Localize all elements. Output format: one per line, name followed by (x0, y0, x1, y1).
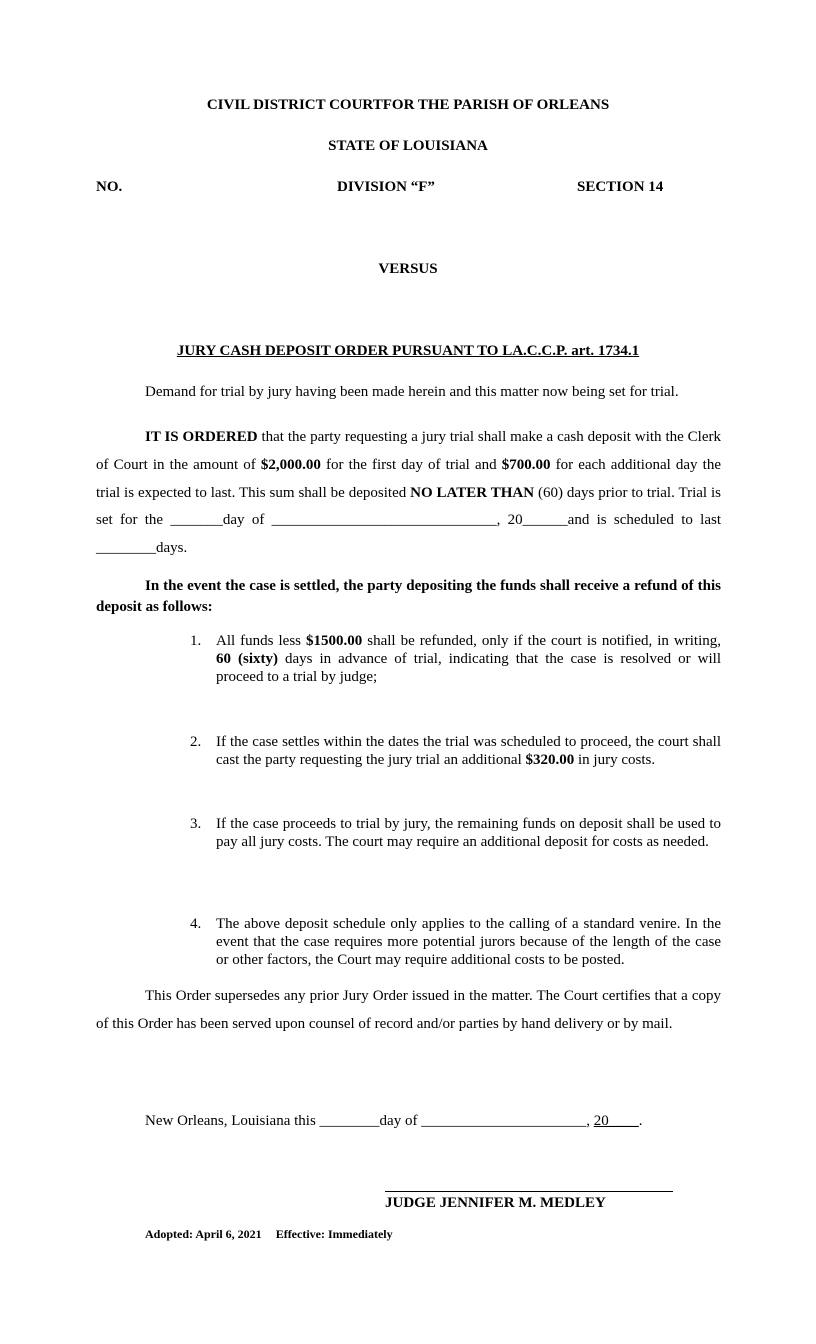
list-item: 4. The above deposit schedule only applies to the calling of a standard venire. In the event that the case requires more potential jurors because of the length of the case or other factors, the Court may require additional costs to be posted. (190, 916, 721, 968)
refund-heading: In the event the case is settled, the party depositing the funds shall receive a refund of this deposit as follows: (96, 578, 721, 615)
list-item: 1. All funds less $1500.00 shall be refunded, only if the court is notified, in writing, 60 (sixty) days in advance of trial, indicating that the case is resolved or will proceed to a trial by judge; (190, 633, 721, 685)
section-label: SECTION 14 (577, 179, 664, 195)
list-item: 2. If the case settles within the dates the trial was scheduled to proceed, the court shall cast the party requesting the jury trial an additional $320.00 in jury costs. (190, 734, 721, 768)
judge-name: JUDGE JENNIFER M. MEDLEY (385, 1195, 606, 1211)
signature-line (385, 1191, 673, 1192)
list-item: 3. If the case proceeds to trial by jury, the remaining funds on deposit shall be used to pay all jury costs. The court may require an additional deposit for costs as needed. (190, 816, 721, 850)
order-paragraph: IT IS ORDERED that the party requesting a jury trial shall make a cash deposit with the Clerk of Court in the amount of $2,000.00 for the first day of trial and $700.00 for each additional day the trial is expected to last. This sum shall be deposited NO LATER THAN (60) days prior to trial. Trial is set for the _______day of ______________________________, 20______and is scheduled to last ________days. (96, 429, 721, 557)
court-name: CIVIL DISTRICT COURTFOR THE PARISH OF ORLEANS (206, 97, 610, 113)
state-name: STATE OF LOUISIANA (328, 138, 488, 154)
case-number-label: NO. (96, 179, 123, 195)
footer-dates: Adopted: April 6, 2021 Effective: Immediately (145, 1227, 393, 1241)
demand-paragraph: Demand for trial by jury having been made herein and this matter now being set for trial. (145, 384, 679, 400)
order-title: JURY CASH DEPOSIT ORDER PURSUANT TO LA.C.C.P. art. 1734.1 (176, 343, 640, 359)
signing-date-line: New Orleans, Louisiana this ________day of ______________________, 20____. (145, 1113, 643, 1129)
versus-label: VERSUS (378, 261, 438, 277)
supersedes-paragraph: This Order supersedes any prior Jury Order issued in the matter. The Court certifies that a copy of this Order has been served upon counsel of record and/or parties by hand delivery or by mail. (96, 988, 721, 1032)
division-label: DIVISION “F” (337, 179, 435, 195)
